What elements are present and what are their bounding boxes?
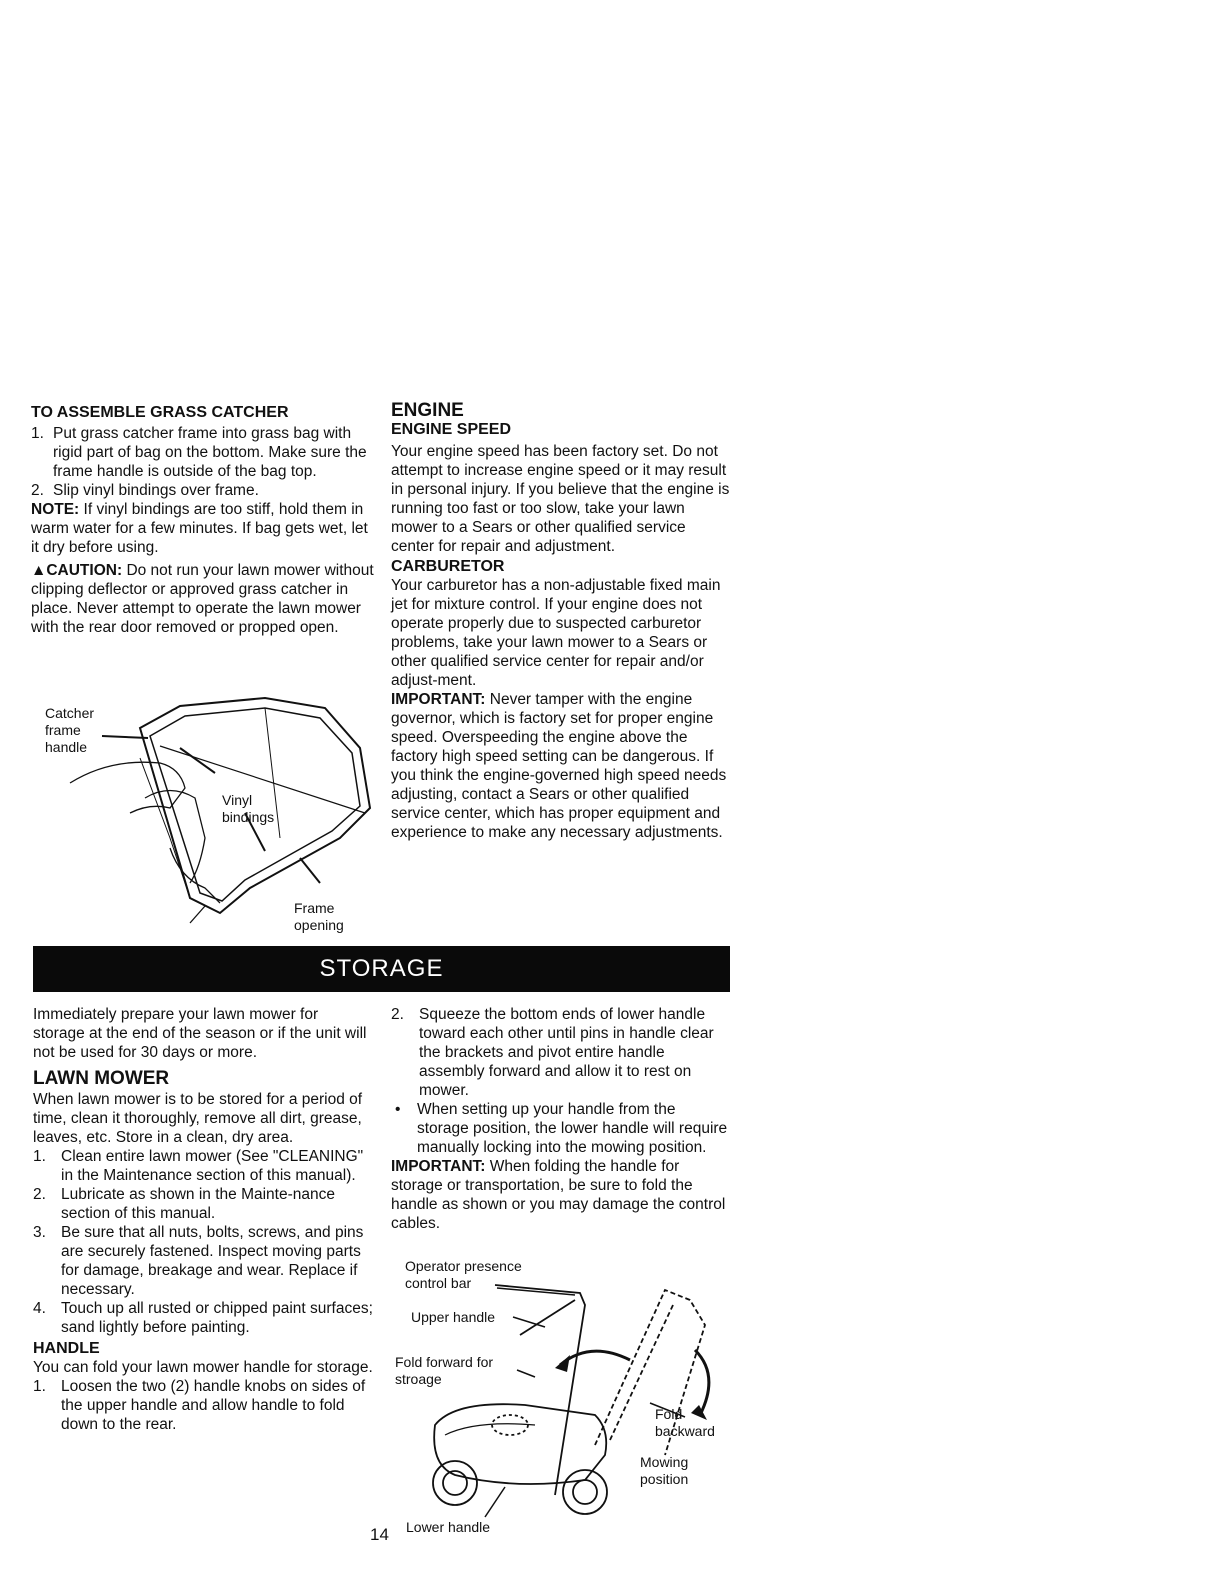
carburetor-text: Your carburetor has a non-adjustable fixed main jet for mixture control. If your engine does not operate properly due to suspected carburetor problems, take your lawn mower to a Sears or other qualified service center for repair and/or adjust-ment. [391,577,721,689]
storage-right-column [391,1005,731,1233]
list-item: 4. Touch up all rusted or chipped paint surfaces; sand lightly before painting. [33,1300,373,1336]
list-item: 2. Slip vinyl bindings over frame. [31,482,259,499]
list-item: 2. Squeeze the bottom ends of lower handle toward each other until pins in handle clear the brackets and pivot entire handle assembly forward and allow it to rest on mower. [391,1006,714,1099]
bullet-icon: • [395,1101,401,1118]
mower-handle-illustration [395,1255,735,1535]
handle-text: You can fold your lawn mower handle for storage. [33,1359,373,1376]
engine-title: ENGINE [391,400,464,421]
frame-opening-label: Frame opening [294,900,344,933]
mowing-position-label: Mowing position [640,1454,689,1487]
list-item: 2. Lubricate as shown in the Mainte-nance section of this manual. [33,1186,335,1222]
carburetor-title: CARBURETOR [391,558,505,575]
lawn-mower-title: LAWN MOWER [33,1068,170,1089]
upper-handle-label: Upper handle [411,1309,496,1325]
lower-handle-label: Lower handle [406,1519,491,1535]
list-item: 1. Loosen the two (2) handle knobs on sides of the upper handle and allow handle to fold down to the rear. [33,1378,366,1433]
list-item: 3. Be sure that all nuts, bolts, screws, and pins are securely fastened. Inspect moving parts for damage, breakage and wear. Replace if necessary. [33,1224,364,1298]
fold-forward-label: Fold forward for stroage [395,1354,494,1387]
engine-speed-text: Your engine speed has been factory set. Do not attempt to increase engine speed or it may result in personal injury. If you believe that the engine is running too fast or too slow, take your lawn mower to a Sears or other qualified service center for repair and adjustment. [391,443,730,555]
engine-important-paragraph: IMPORTANT: Never tamper with the engine governor, which is factory set for proper engine speed. Overspeeding the engine above the factory high speed setting can be dangerous. If you think the engine-governed high speed needs adjusting, contact a Sears or other qualified service center, which has proper equipment and experience to make any necessary adjustments. [391,691,727,841]
grass-catcher-section [31,403,376,637]
page-number: 14 [370,1525,389,1544]
list-item: 1. Put grass catcher frame into grass bag with rigid part of bag on the bottom. Make sure the frame handle is outside of the bag top. [31,425,367,480]
storage-banner: STORAGE [33,946,730,992]
storage-left-column [33,1005,373,1434]
storage-important-paragraph: IMPORTANT: When folding the handle for storage or transportation, be sure to fold the handle as shown or you may damage the control cables. [391,1158,726,1232]
caution-paragraph: ▲CAUTION: Do not run your lawn mower without clipping deflector or approved grass catcher in place. Never attempt to operate the lawn mower with the rear door removed or propped open. [31,562,374,636]
bullet-item: • When setting up your handle from the storage position, the lower handle will require manually locking into the mowing position. [395,1101,728,1156]
storage-intro: Immediately prepare your lawn mower for storage at the end of the season or if the unit will not be used for 30 days or more. [33,1006,367,1061]
catcher-frame-handle-label: Catcher frame handle [45,705,95,755]
vinyl-bindings-label: Vinyl bindings [222,792,275,825]
fold-backward-label: Fold backward [655,1406,715,1439]
engine-section [391,400,731,842]
grass-catcher-title: TO ASSEMBLE GRASS CATCHER [31,404,289,421]
lawn-mower-text: When lawn mower is to be stored for a period of time, clean it thoroughly, remove all dirt, grease, leaves, etc. Store in a clean, dry area. [33,1091,363,1146]
warning-triangle-icon: ▲ [31,562,47,579]
list-item: 1. Clean entire lawn mower (See "CLEANING" in the Maintenance section of this manual). [33,1148,364,1184]
note-paragraph: NOTE: If vinyl bindings are too stiff, hold them in warm water for a few minutes. If bag gets wet, let it dry before using. [31,501,368,556]
operator-presence-label: Operator presence control bar [405,1258,522,1291]
handle-title: HANDLE [33,1340,100,1357]
engine-speed-title: ENGINE SPEED [391,421,512,438]
